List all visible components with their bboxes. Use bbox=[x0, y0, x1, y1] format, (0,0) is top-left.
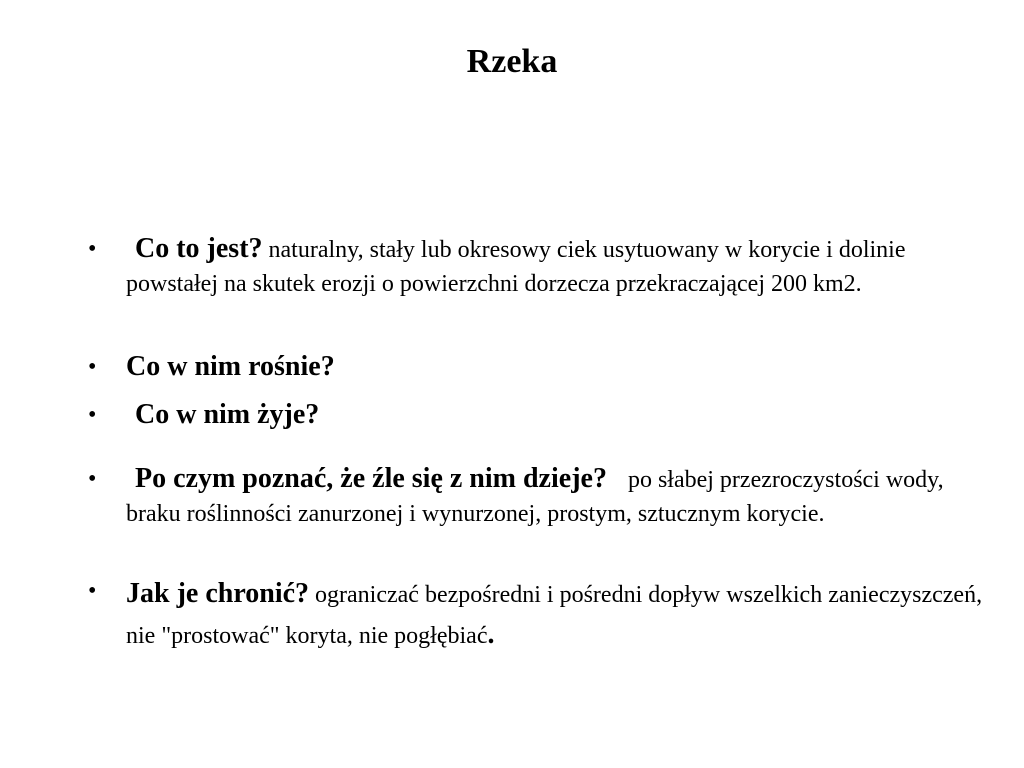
bullet-answer: naturalny, stały lub okresowy ciek usytuowany w korycie i dolinie powstałej na skutek erozji o powierzchni dorzecza przekraczającej 200 km2. bbox=[126, 237, 906, 297]
bullet-marker: • bbox=[88, 354, 97, 380]
bullet-end-mark: . bbox=[487, 619, 495, 650]
bullet-question: Po czym poznać, że źle się z nim dzieje? bbox=[135, 463, 607, 494]
slide-title: Rzeka bbox=[466, 43, 558, 80]
bullet-question: Co w nim żyje? bbox=[135, 399, 320, 430]
bullet-item-what-is-it bbox=[88, 232, 986, 301]
bullet-marker: • bbox=[88, 578, 97, 604]
bullet-item-what-grows bbox=[88, 350, 986, 385]
bullet-question: Jak je chronić? bbox=[126, 578, 310, 609]
bullet-item-what-lives bbox=[88, 398, 986, 433]
bullet-question: Co to jest? bbox=[135, 233, 263, 264]
bullet-answer: po słabej przezroczystości wody, braku roślinności zanurzonej i wynurzonej, prostym, sztucznym korycie. bbox=[126, 467, 944, 527]
bullet-answer: ograniczać bezpośredni i pośredni dopływ wszelkich zanieczyszczeń, nie "prostować" koryta, nie pogłębiać bbox=[126, 582, 983, 649]
bullet-item-how-to-recognize bbox=[88, 462, 986, 531]
bullet-marker: • bbox=[88, 466, 97, 492]
bullet-marker: • bbox=[88, 402, 97, 428]
bullet-marker: • bbox=[88, 236, 97, 262]
bullet-item-how-to-protect bbox=[88, 574, 986, 656]
bullet-question: Co w nim rośnie? bbox=[126, 351, 335, 382]
